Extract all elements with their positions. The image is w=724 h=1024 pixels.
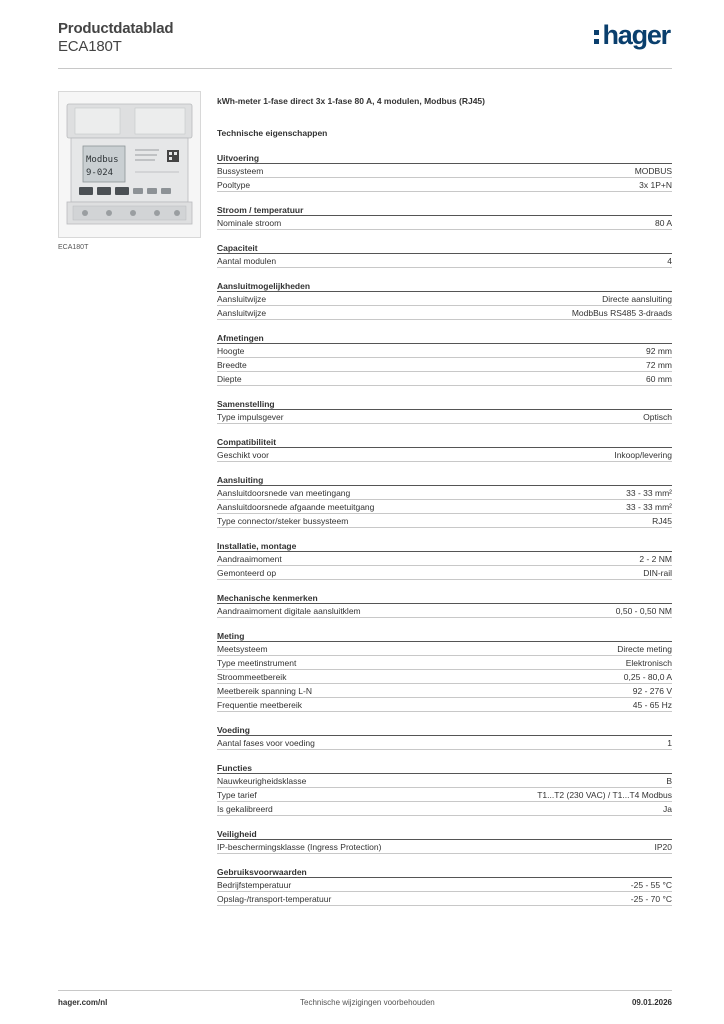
spec-row bbox=[217, 164, 672, 178]
section-spacer bbox=[217, 854, 672, 867]
spec-row bbox=[217, 254, 672, 268]
spec-label: Nauwkeurigheidsklasse bbox=[217, 776, 307, 786]
spec-label: Hoogte bbox=[217, 346, 245, 356]
spec-label: Aansluitdoorsnede van meetingang bbox=[217, 488, 351, 498]
spec-value: B bbox=[666, 776, 672, 786]
spec-row bbox=[217, 656, 672, 670]
product-description: kWh-meter 1-fase direct 3x 1-fase 80 A, 4 modulen, Modbus (RJ45) bbox=[217, 96, 485, 106]
spec-value: 0,25 - 80,0 A bbox=[623, 672, 672, 682]
spec-row bbox=[217, 216, 672, 230]
document-subtitle: ECA180T bbox=[58, 38, 122, 55]
section-spacer bbox=[217, 712, 672, 725]
image-caption: ECA180T bbox=[58, 244, 89, 251]
page-header bbox=[58, 20, 672, 68]
spec-label: Is gekalibreerd bbox=[217, 804, 273, 814]
spec-row bbox=[217, 448, 672, 462]
spec-row bbox=[217, 642, 672, 656]
spec-value: 92 - 276 V bbox=[632, 686, 672, 696]
spec-label: IP-beschermingsklasse (Ingress Protection) bbox=[217, 842, 382, 852]
footer-date: 09.01.2026 bbox=[631, 998, 672, 1007]
spec-row bbox=[217, 788, 672, 802]
spec-value: Optisch bbox=[643, 412, 672, 422]
document-title: Productdatablad bbox=[58, 20, 174, 37]
section-spacer bbox=[217, 268, 672, 281]
spec-value: T1...T2 (230 VAC) / T1...T4 Modbus bbox=[537, 790, 672, 800]
spec-value: 0,50 - 0,50 NM bbox=[615, 606, 672, 616]
section-spacer bbox=[217, 580, 672, 593]
spec-row bbox=[217, 344, 672, 358]
spec-row bbox=[217, 840, 672, 854]
section-spacer bbox=[217, 618, 672, 631]
logo-dots-icon bbox=[594, 30, 599, 44]
spec-label: Aandraaimoment bbox=[217, 554, 282, 564]
product-image bbox=[58, 91, 201, 238]
spec-row bbox=[217, 410, 672, 424]
section-title: Gebruiksvoorwaarden bbox=[217, 867, 672, 878]
spec-row bbox=[217, 892, 672, 906]
spec-label: Meetsysteem bbox=[217, 644, 268, 654]
spec-label: Type tarief bbox=[217, 790, 257, 800]
spec-row bbox=[217, 178, 672, 192]
spec-value: 92 mm bbox=[646, 346, 672, 356]
spec-label: Aandraaimoment digitale aansluitklem bbox=[217, 606, 361, 616]
spec-value: DIN-rail bbox=[643, 568, 672, 578]
footer-website[interactable]: hager.com/nl bbox=[58, 998, 108, 1007]
lcd-line-1: Modbus bbox=[86, 155, 119, 165]
spec-row bbox=[217, 292, 672, 306]
spec-row bbox=[217, 698, 672, 712]
spec-label: Type impulsgever bbox=[217, 412, 284, 422]
lcd-line-2: 9-024 bbox=[86, 168, 114, 178]
section-title: Voeding bbox=[217, 725, 672, 736]
spec-row bbox=[217, 684, 672, 698]
spec-value: 2 - 2 NM bbox=[639, 554, 672, 564]
spec-value: Ja bbox=[663, 804, 672, 814]
section-title: Aansluiting bbox=[217, 475, 672, 486]
energy-meter-illustration bbox=[59, 92, 200, 237]
spec-value: 4 bbox=[667, 256, 672, 266]
spec-row bbox=[217, 774, 672, 788]
logo-text: hager bbox=[602, 20, 670, 50]
technical-properties-heading: Technische eigenschappen bbox=[217, 128, 328, 138]
spec-value: 33 - 33 mm² bbox=[626, 502, 672, 512]
spec-row bbox=[217, 514, 672, 528]
spec-label: Breedte bbox=[217, 360, 247, 370]
spec-label: Gemonteerd op bbox=[217, 568, 277, 578]
spec-sections bbox=[217, 153, 672, 906]
section-spacer bbox=[217, 230, 672, 243]
spec-value: 60 mm bbox=[646, 374, 672, 384]
spec-value: 45 - 65 Hz bbox=[632, 700, 672, 710]
spec-label: Aansluitwijze bbox=[217, 308, 267, 318]
header-divider bbox=[58, 68, 672, 69]
section-title: Mechanische kenmerken bbox=[217, 593, 672, 604]
spec-row bbox=[217, 306, 672, 320]
spec-label: Type connector/steker bussysteem bbox=[217, 516, 349, 526]
section-spacer bbox=[217, 816, 672, 829]
section-spacer bbox=[217, 386, 672, 399]
spec-value: 33 - 33 mm² bbox=[626, 488, 672, 498]
spec-row bbox=[217, 486, 672, 500]
section-spacer bbox=[217, 528, 672, 541]
spec-value: MODBUS bbox=[634, 166, 672, 176]
spec-label: Meetbereik spanning L-N bbox=[217, 686, 312, 696]
spec-value: 72 mm bbox=[646, 360, 672, 370]
section-title: Veiligheid bbox=[217, 829, 672, 840]
spec-label: Stroommeetbereik bbox=[217, 672, 287, 682]
spec-label: Diepte bbox=[217, 374, 242, 384]
spec-value: Directe aansluiting bbox=[602, 294, 672, 304]
spec-value: 80 A bbox=[654, 218, 672, 228]
spec-row bbox=[217, 604, 672, 618]
spec-row bbox=[217, 566, 672, 580]
spec-row bbox=[217, 670, 672, 684]
spec-row bbox=[217, 736, 672, 750]
section-title: Stroom / temperatuur bbox=[217, 205, 672, 216]
section-title: Functies bbox=[217, 763, 672, 774]
section-spacer bbox=[217, 192, 672, 205]
section-title: Capaciteit bbox=[217, 243, 672, 254]
spec-label: Type meetinstrument bbox=[217, 658, 297, 668]
spec-label: Nominale stroom bbox=[217, 218, 282, 228]
spec-value: IP20 bbox=[654, 842, 672, 852]
footer-divider bbox=[58, 990, 672, 991]
spec-row bbox=[217, 358, 672, 372]
spec-label: Aantal modulen bbox=[217, 256, 277, 266]
spec-row bbox=[217, 552, 672, 566]
spec-value: Elektronisch bbox=[625, 658, 672, 668]
spec-label: Geschikt voor bbox=[217, 450, 269, 460]
spec-row bbox=[217, 500, 672, 514]
section-title: Meting bbox=[217, 631, 672, 642]
spec-value: Inkoop/levering bbox=[614, 450, 672, 460]
spec-value: -25 - 70 °C bbox=[630, 894, 672, 904]
spec-content bbox=[217, 96, 672, 906]
section-spacer bbox=[217, 750, 672, 763]
spec-label: Aantal fases voor voeding bbox=[217, 738, 315, 748]
spec-label: Bedrijfstemperatuur bbox=[217, 880, 292, 890]
spec-row bbox=[217, 878, 672, 892]
spec-label: Opslag-/transport-temperatuur bbox=[217, 894, 332, 904]
spec-value: 3x 1P+N bbox=[639, 180, 672, 190]
section-spacer bbox=[217, 462, 672, 475]
section-title: Compatibiliteit bbox=[217, 437, 672, 448]
section-title: Samenstelling bbox=[217, 399, 672, 410]
section-spacer bbox=[217, 320, 672, 333]
spec-value: RJ45 bbox=[652, 516, 672, 526]
section-title: Uitvoering bbox=[217, 153, 672, 164]
section-title: Afmetingen bbox=[217, 333, 672, 344]
spec-value: Directe meting bbox=[617, 644, 672, 654]
spec-value: ModbBus RS485 3-draads bbox=[571, 308, 672, 318]
spec-value: 1 bbox=[667, 738, 672, 748]
spec-label: Bussysteem bbox=[217, 166, 264, 176]
footer-disclaimer: Technische wijzigingen voorbehouden bbox=[300, 998, 435, 1007]
section-spacer bbox=[217, 424, 672, 437]
spec-row bbox=[217, 802, 672, 816]
spec-label: Frequentie meetbereik bbox=[217, 700, 303, 710]
spec-row bbox=[217, 372, 672, 386]
hager-logo bbox=[594, 22, 670, 48]
spec-label: Aansluitwijze bbox=[217, 294, 267, 304]
section-title: Installatie, montage bbox=[217, 541, 672, 552]
section-title: Aansluitmogelijkheden bbox=[217, 281, 672, 292]
spec-value: -25 - 55 °C bbox=[630, 880, 672, 890]
spec-label: Aansluitdoorsnede afgaande meetuitgang bbox=[217, 502, 375, 512]
spec-label: Pooltype bbox=[217, 180, 251, 190]
